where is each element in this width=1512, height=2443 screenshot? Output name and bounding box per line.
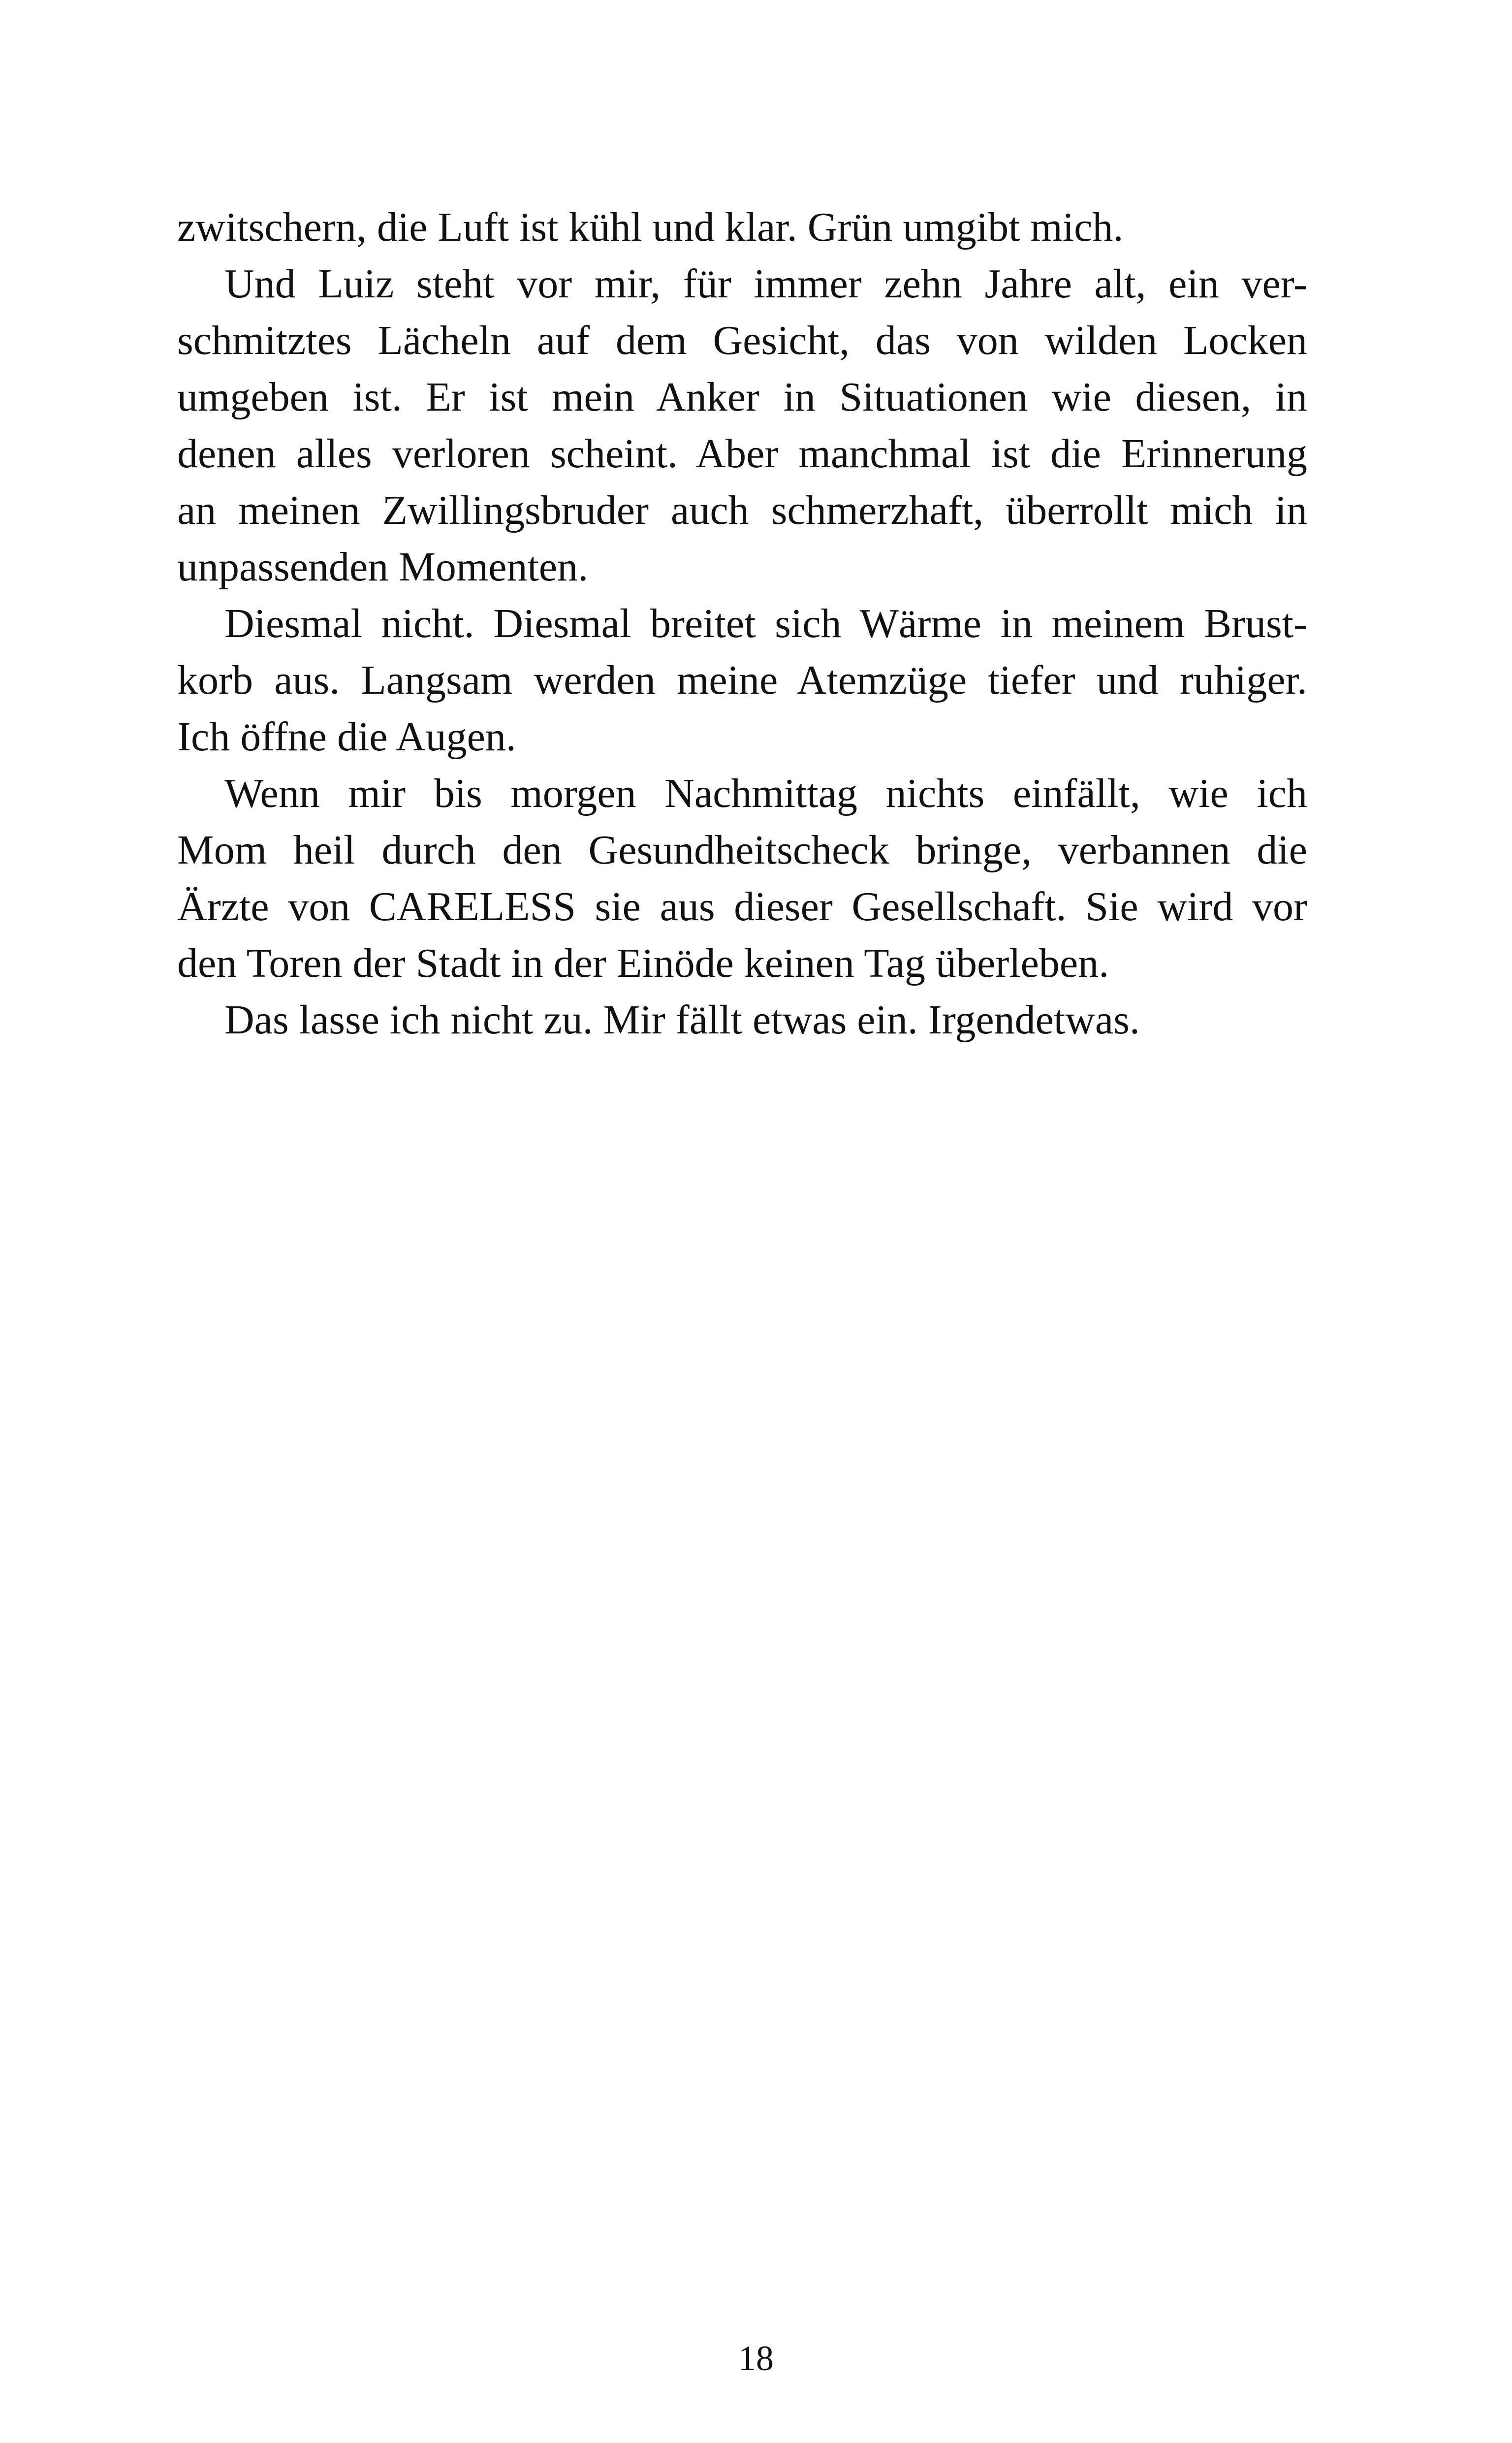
text-line: Und Luiz steht vor mir, für immer zehn Jahre alt, ein ver-	[224, 261, 1307, 307]
text-line: Diesmal nicht. Diesmal breitet sich Wärme in meinem Brust-	[224, 601, 1307, 646]
text-line: denen alles verloren scheint. Aber manchmal ist die Erinnerung	[177, 431, 1307, 477]
text-line: korb aus. Langsam werden meine Atemzüge tiefer und ruhiger.	[177, 657, 1307, 703]
body-text	[177, 199, 1307, 1048]
text-line: Wenn mir bis morgen Nachmittag nichts einfällt, wie ich	[224, 771, 1307, 816]
text-line: unpassenden Momenten.	[177, 544, 589, 590]
text-line: Ich öffne die Augen.	[177, 714, 516, 760]
text-line: Ärzte von CARELESS sie aus dieser Gesellschaft. Sie wird vor	[177, 884, 1307, 930]
text-line: Mom heil durch den Gesundheitscheck bringe, verbannen die	[177, 827, 1307, 873]
text-line: zwitschern, die Luft ist kühl und klar. Grün umgibt mich.	[177, 204, 1124, 250]
text-line: umgeben ist. Er ist mein Anker in Situationen wie diesen, in	[177, 374, 1307, 420]
text-line: schmitztes Lächeln auf dem Gesicht, das von wilden Locken	[177, 318, 1307, 363]
page-number: 18	[738, 2339, 774, 2378]
text-line: an meinen Zwillingsbruder auch schmerzhaft, überrollt mich in	[177, 487, 1307, 533]
text-line: den Toren der Stadt in der Einöde keinen Tag überleben.	[177, 940, 1109, 986]
text-line: Das lasse ich nicht zu. Mir fällt etwas ein. Irgendetwas.	[224, 997, 1140, 1043]
